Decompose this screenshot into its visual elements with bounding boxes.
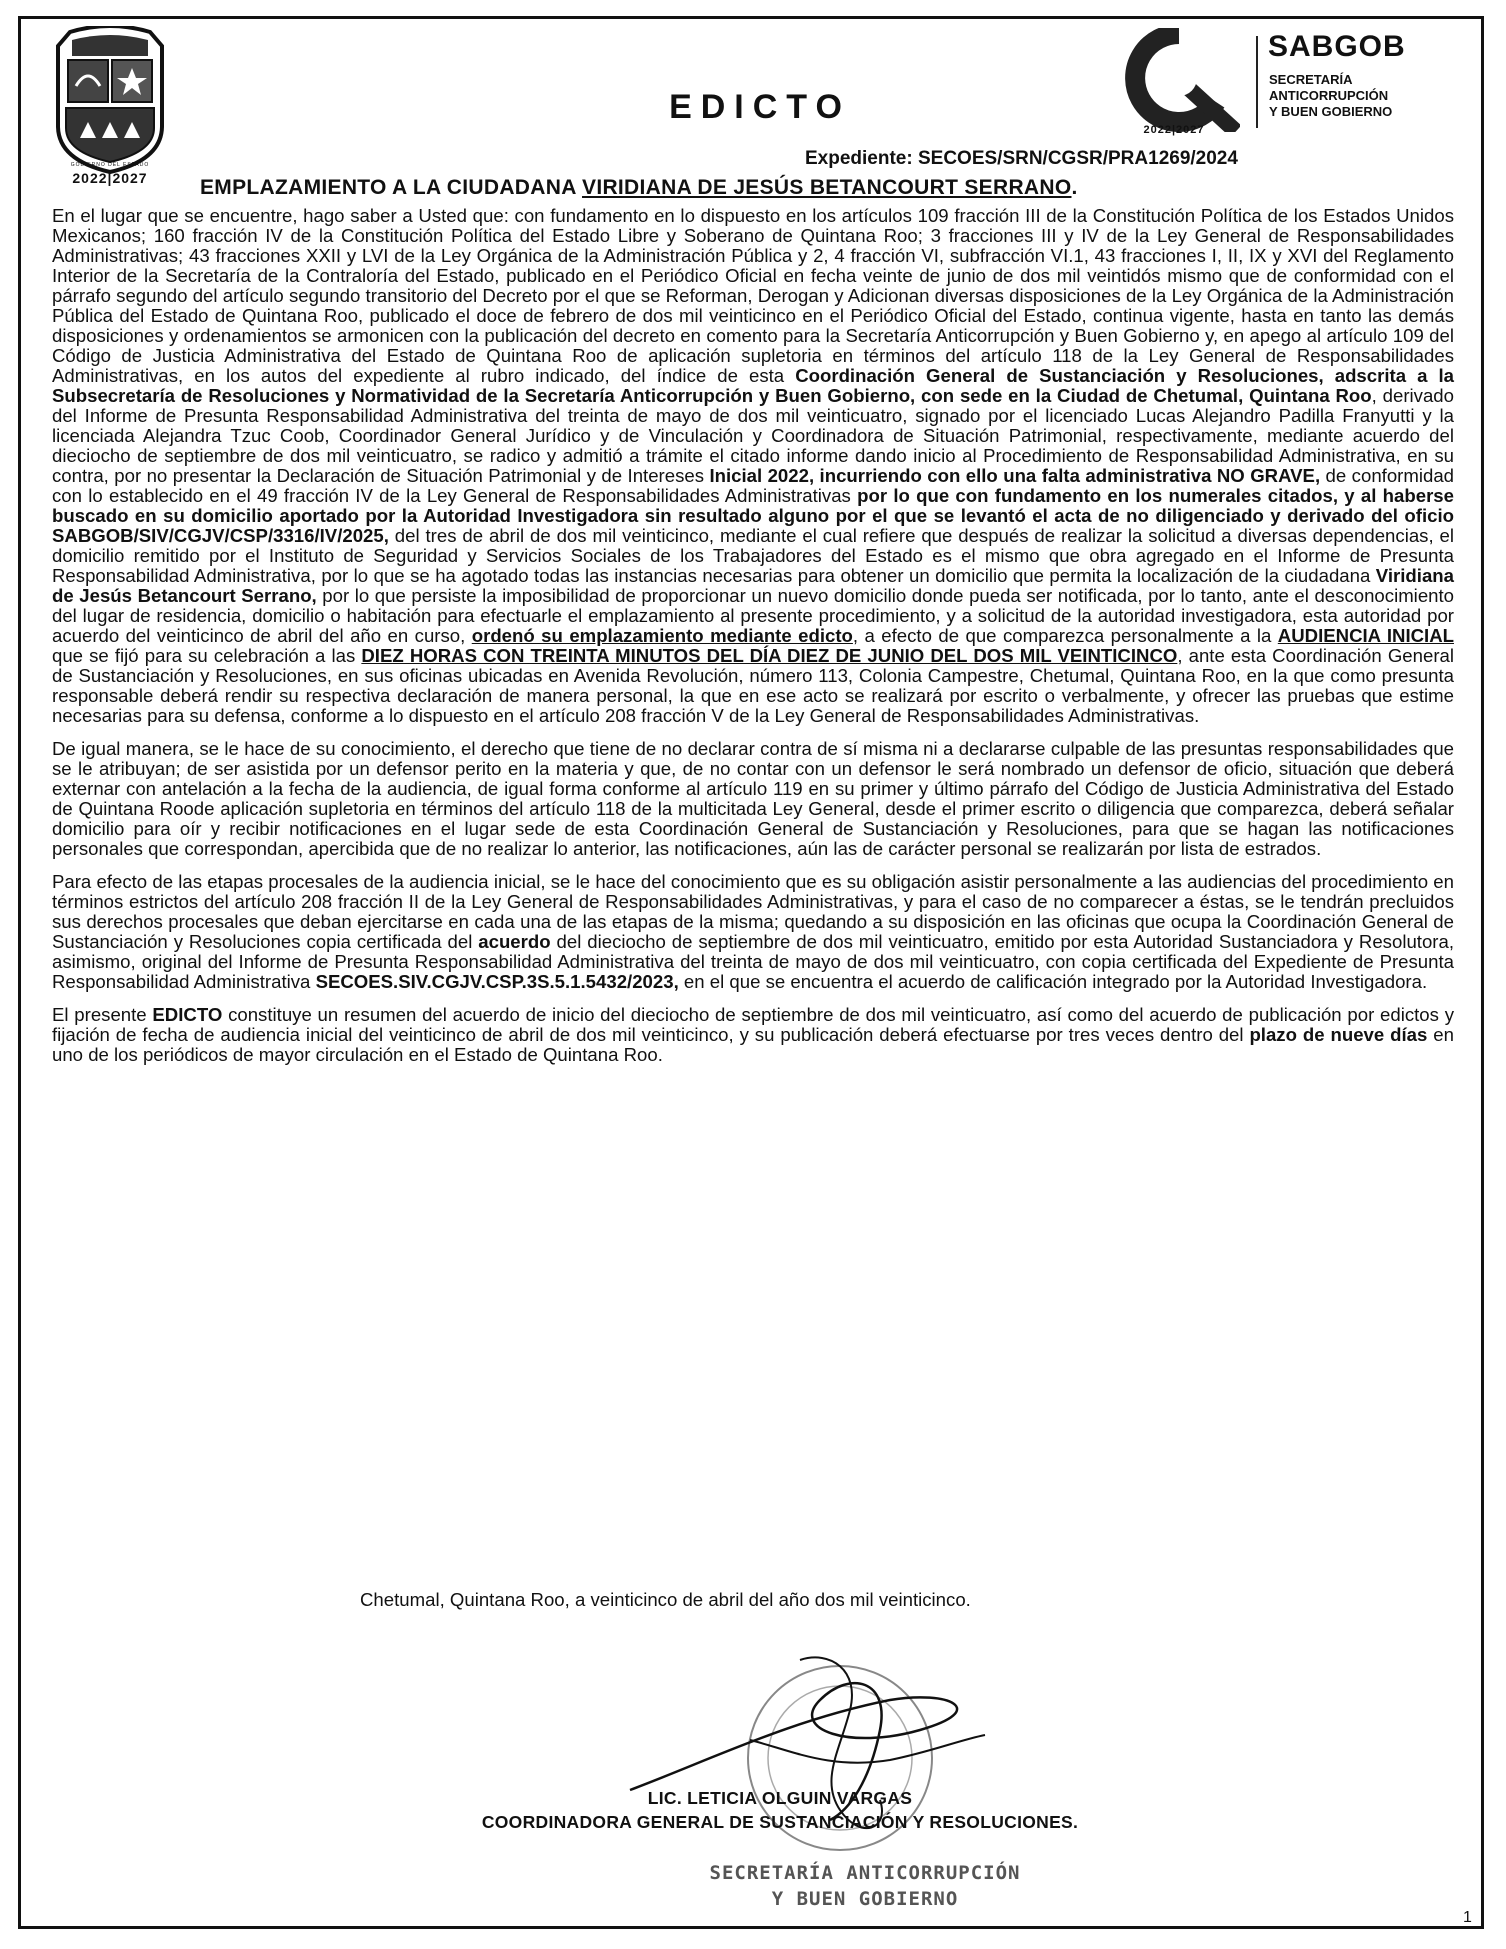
seal-year: 2022|2027	[72, 170, 148, 186]
p4-run: El presente	[52, 1004, 153, 1025]
paragraph-1	[52, 206, 1454, 726]
p1-run: que se fijó para su celebración a las	[52, 645, 362, 666]
p1-run: por lo que persiste la imposibilidad de proporcionar un nuevo domicilio donde pueda ser notificada, por lo tanto, ante el desconocimiento del lugar de residencia, domicilio o habitación para efectuarle el emplazamiento al presente procedimiento, y a solicitud de la autoridad investigadora, esta autoridad por acuerdo del veinticinco de abril del año en curso,	[52, 585, 1455, 646]
q-logo-icon	[1118, 28, 1240, 132]
paragraph-4	[52, 1005, 1454, 1065]
p2-run: De igual manera, se le hace de su conocimiento, el derecho que tiene de no declarar contra de sí misma ni a declararse culpable de las presuntas responsabilidades que se le atribuyan; de ser asistida por un defensor perito en la materia y que, de no contar con un defensor le será nombrado un defensor de oficio, situación que deberá externar con antelación a la fecha de la audiencia, de igual forma conforme al artículo 119 en su primer y último párrafo del Código de Justicia Administrativa del Estado de Quintana Roode aplicación supletoria en términos del artículo 118 de la multicitada Ley General, desde el primer escrito o diligencia que comparezca, deberá señalar domicilio para oír y recibir notificaciones en el lugar sede de esta Coordinación General de Sustanciación y Resoluciones, para que se hagan las notificaciones personales que correspondan, apercibida que de no realizar lo anterior, las notificaciones, aún las de carácter personal se realizarán por lista de estrados.	[52, 738, 1454, 859]
emplazamiento-name: VIRIDIANA DE JESÚS BETANCOURT SERRANO	[582, 176, 1072, 199]
p1-run: Viridiana de Jesús Betancourt Serrano,	[52, 565, 1454, 606]
state-seal-icon	[50, 26, 170, 176]
signer-title: COORDINADORA GENERAL DE SUSTANCIACIÓN Y RESOLUCIONES.	[481, 1812, 1079, 1832]
logo-divider	[1256, 36, 1258, 128]
p3-run: del dieciocho de septiembre de dos mil veinticuatro, emitido por esta Autoridad Sustanciadora y Resolutora, asimismo, original del Informe de Presunta Responsabilidad Administrativa del treinta de mayo de dos mil veinticuatro, con copia certificada del Expediente de Presunta Responsabilidad Administrativa	[52, 931, 1454, 992]
p1-run: ordenó su emplazamiento mediante edicto	[471, 625, 853, 646]
seal-caption: GOBIERNO DEL ESTADO	[70, 162, 150, 168]
p1-run: del tres de abril de dos mil veinticinco, mediante el cual refiere que después de realizar la solicitud a diversas dependencias, el domicilio remitido por el Instituto de Seguridad y Servicios Sociales de los Trabajadores del Estado es el mismo que obra agregado en el Informe de Presunta Responsabilidad Administrativa, por lo que se ha agotado todas las instancias necesarias para obtener un domicilio que permita la localización de la ciudadana	[52, 525, 1454, 586]
p1-run: , ante esta Coordinación General de Sustanciación y Resoluciones, en sus oficinas ubicadas en Avenida Revolución, número 113, Colonia Campestre, Chetumal, Quintana Roo, en la que como presunta responsable deberá rendir su respectiva declaración de manera personal, la que en ese acto se realizará por escrito o verbalmente, y ofrecer las pruebas que estime necesarias para su defensa, conforme a lo dispuesto en el artículo 208 fracción V de la Ley General de Responsabilidades Administrativas.	[52, 645, 1454, 726]
p3-run: en el que se encuentra el acuerdo de calificación integrado por la Autoridad Investigadora.	[678, 971, 1428, 992]
p1-run: Inicial 2022, incurriendo con ello una falta administrativa NO GRAVE,	[709, 465, 1321, 486]
p4-run: constituye un resumen del acuerdo de inicio del dieciocho de septiembre de dos mil veinticuatro, así como del acuerdo de publicación por edictos y fijación de fecha de audiencia inicial del veinticinco de abril de dos mil veinticinco, y su publicación deberá efectuarse por tres veces dentro del	[52, 1004, 1454, 1045]
stamp-line-1: SECRETARÍA ANTICORRUPCIÓN	[709, 1862, 1021, 1884]
p1-run: AUDIENCIA INICIAL	[1277, 625, 1454, 646]
signature-seal-icon	[590, 1640, 1020, 1870]
paragraph-2	[52, 739, 1454, 859]
p3-run: Para efecto de las etapas procesales de la audiencia inicial, se le hace del conocimiento que es su obligación asistir personalmente a las audiencias del procedimiento en términos estrictos del artículo 208 fracción II de la Ley General de Responsabilidades Administrativas, y para el caso de no comparecer a éstas, se le tendrán precluidos sus derechos procesales que deban ejercitarse en cada una de las etapas de la misma; quedando a su disposición en las oficinas que ocupa la Coordinación General de Sustanciación y Resoluciones copia certificada del	[52, 871, 1454, 952]
emplazamiento-prefix: EMPLAZAMIENTO A LA CIUDADANA	[200, 176, 583, 199]
p4-run: plazo de nueve días	[1249, 1024, 1428, 1045]
org-line-1: SECRETARÍA	[1269, 72, 1353, 87]
logo-year: 2022|2027	[1143, 124, 1205, 136]
p4-run: en uno de los periódicos de mayor circulación en el Estado de Quintana Roo.	[52, 1024, 1454, 1065]
paragraph-3	[52, 872, 1454, 992]
p1-run: de conformidad con lo establecido en el 49 fracción IV de la Ley General de Responsabilidades Administrativas	[52, 465, 1454, 506]
edict-body	[52, 206, 1454, 1078]
emplazamiento-heading	[200, 176, 1078, 200]
p3-run: SECOES.SIV.CGJV.CSP.3S.5.1.5432/2023,	[315, 971, 679, 992]
document-title: EDICTO	[669, 88, 851, 126]
p4-run: EDICTO	[152, 1004, 223, 1025]
org-name: SABGOB	[1268, 30, 1406, 63]
stamp-line-2: Y BUEN GOBIERNO	[771, 1888, 959, 1910]
org-line-2: ANTICORRUPCIÓN	[1269, 88, 1389, 103]
org-line-3: Y BUEN GOBIERNO	[1269, 104, 1393, 119]
emplazamiento-suffix: .	[1071, 176, 1078, 199]
p1-run: , derivado del Informe de Presunta Responsabilidad Administrativa del treinta de mayo de dos mil veinticuatro, signado por el licenciado Lucas Alejandro Padilla Franyutti y la licenciada Alejandra Tzuc Coob, Coordinador General Jurídico y de Vinculación y Coordinadora de Situación Patrimonial, respectivamente, mediante acuerdo del dieciocho de septiembre de dos mil veinticuatro, se radico y admitió a trámite el citado informe dando inicio al Procedimiento de Responsabilidad Administrativa, en su contra, por no presentar la Declaración de Situación Patrimonial y de Intereses	[52, 385, 1454, 486]
p1-run: Coordinación General de Sustanciación y Resoluciones, adscrita a la Subsecretaría de Resoluciones y Normatividad de la Secretaría Anticorrupción y Buen Gobierno, con sede en la Ciudad de Chetumal, Quintana Roo	[52, 365, 1454, 406]
p1-run: por lo que con fundamento en los numerales citados, y al haberse buscado en su domicilio aportado por la Autoridad Investigadora sin resultado alguno por el que se levantó el acta de no diligenciado y derivado del oficio SABGOB/SIV/CGJV/CSP/3316/IV/2025,	[52, 485, 1454, 546]
expediente-number: Expediente: SECOES/SRN/CGSR/PRA1269/2024	[805, 148, 1238, 169]
signer-name: LIC. LETICIA OLGUIN VARGAS	[647, 1788, 913, 1808]
p1-run: , a efecto de que comparezca personalmente a la	[852, 625, 1278, 646]
p3-run: acuerdo	[478, 931, 551, 952]
p1-run: DIEZ HORAS CON TREINTA MINUTOS DEL DÍA DIEZ DE JUNIO DEL DOS MIL VEINTICINCO	[361, 645, 1178, 666]
place-date: Chetumal, Quintana Roo, a veinticinco de abril del año dos mil veinticinco.	[360, 1589, 971, 1610]
p1-run: En el lugar que se encuentre, hago saber a Usted que: con fundamento en lo dispuesto en los artículos 109 fracción III de la Constitución Política de los Estados Unidos Mexicanos; 160 fracción IV de la Constitución Política del Estado Libre y Soberano de Quintana Roo; 3 fracciones III y IV de la Ley General de Responsabilidades Administrativas; 43 fracciones XXII y LVI de la Ley Orgánica de la Administración Pública y 2, 4 fracción VI, subfracción VI.1, 43 fracciones I, II, IX y XVI del Reglamento Interior de la Secretaría de la Contraloría del Estado, publicado en el Periódico Oficial en fecha veinte de junio de dos mil veintidós mismo que de conformidad con el párrafo segundo del artículo segundo transitorio del Decreto por el que se Reforman, Derogan y Adicionan diversas disposiciones de la Ley Orgánica de la Administración Pública del Estado de Quintana Roo, publicado el doce de febrero de dos mil veinticinco en el Periódico Oficial del Estado, continua vigente, hasta en tanto las demás disposiciones y ordenamientos se armonicen con la publicación del decreto en comento para la Secretaría Anticorrupción y Buen Gobierno y, en apego al artículo 109 del Código de Justicia Administrativa del Estado de Quintana Roo de aplicación supletoria en términos del artículo 118 de la Ley General de Responsabilidades Administrativas, en los autos del expediente al rubro indicado, del índice de esta	[52, 205, 1454, 386]
page-number: 1	[1463, 1909, 1472, 1926]
